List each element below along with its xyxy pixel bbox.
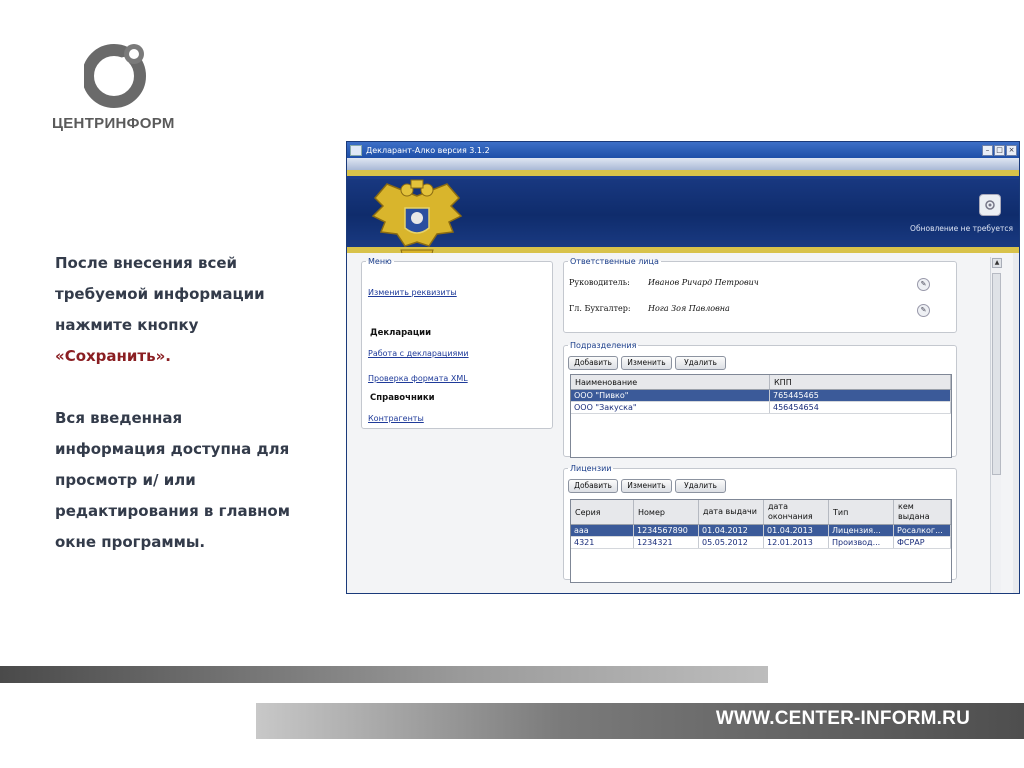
text-line: нажмите кнопку <box>55 316 199 334</box>
add-subdivision-button[interactable]: Добавить <box>568 356 618 370</box>
table-cell: 1234321 <box>634 537 699 549</box>
table-cell: 01.04.2012 <box>699 525 764 537</box>
website-url: WWW.CENTER-INFORM.RU <box>715 708 970 729</box>
table-cell: ааа <box>571 525 634 537</box>
window-title: Декларант-Алко версия 3.1.2 <box>366 145 490 155</box>
subdivisions-table[interactable] <box>570 374 952 458</box>
update-button[interactable] <box>979 194 1001 216</box>
column-header[interactable]: Наименование <box>571 375 770 390</box>
column-header[interactable]: КПП <box>770 375 951 390</box>
check-xml-format-link[interactable]: Проверка формата XML <box>368 374 468 383</box>
edit-subdivision-button[interactable]: Изменить <box>621 356 672 370</box>
column-header[interactable]: дата выдачи <box>699 500 764 525</box>
table-cell: 765445465 <box>770 390 951 402</box>
text-line: После внесения всей <box>55 254 238 272</box>
title-bar <box>347 142 1019 158</box>
table-cell: Производ... <box>829 537 894 549</box>
table-cell: ФСРАР <box>894 537 951 549</box>
column-header[interactable]: дата окончания <box>764 500 829 525</box>
licenses-legend: Лицензии <box>570 464 612 473</box>
scroll-thumb[interactable] <box>992 273 1001 475</box>
responsible-persons-panel <box>563 257 957 333</box>
text-line: окне программы. <box>55 533 206 551</box>
app-banner <box>347 158 1019 253</box>
subdivisions-panel <box>563 341 957 457</box>
table-cell: Лицензия... <box>829 525 894 537</box>
director-label: Руководитель: <box>569 278 630 287</box>
table-row[interactable] <box>571 390 951 402</box>
app-window <box>346 141 1020 594</box>
table-cell: 4321 <box>571 537 634 549</box>
column-header[interactable]: Номер <box>634 500 699 525</box>
logo-text: ЦЕНТРИНФОРМ <box>52 115 175 132</box>
vertical-scrollbar[interactable] <box>990 257 1001 593</box>
centrinform-logo-icon <box>84 40 148 108</box>
accountant-name: Нога Зоя Павловна <box>648 304 730 313</box>
licenses-panel <box>563 464 957 580</box>
director-name: Иванов Ричард Петрович <box>648 278 759 287</box>
slide-description <box>55 248 335 558</box>
update-status: Обновление не требуется <box>910 224 1013 233</box>
column-header[interactable]: Серия <box>571 500 634 525</box>
delete-subdivision-button[interactable]: Удалить <box>675 356 726 370</box>
text-line: Вся введенная <box>55 409 183 427</box>
text-line: просмотр и/ или <box>55 471 196 489</box>
minimize-icon[interactable]: – <box>982 145 993 156</box>
table-cell: 01.04.2013 <box>764 525 829 537</box>
close-icon[interactable]: × <box>1006 145 1017 156</box>
table-row[interactable] <box>571 525 951 537</box>
accountant-label: Гл. Бухгалтер: <box>569 304 631 313</box>
app-icon <box>350 145 362 156</box>
table-cell: 12.01.2013 <box>764 537 829 549</box>
edit-director-icon[interactable]: ✎ <box>917 278 930 291</box>
change-details-link[interactable]: Изменить реквизиты <box>368 288 457 297</box>
table-row[interactable] <box>571 402 951 414</box>
maximize-icon[interactable]: □ <box>994 145 1005 156</box>
responsible-legend: Ответственные лица <box>570 257 659 266</box>
menu-legend: Меню <box>368 257 392 266</box>
refresh-icon <box>984 199 996 211</box>
declarations-header: Декларации <box>370 328 432 338</box>
table-cell: 456454654 <box>770 402 951 414</box>
delete-license-button[interactable]: Удалить <box>675 479 726 493</box>
reference-header: Справочники <box>370 393 435 403</box>
scroll-up-icon[interactable]: ▲ <box>992 258 1002 268</box>
counterparties-link[interactable]: Контрагенты <box>368 414 424 423</box>
text-line: информация доступна для <box>55 440 290 458</box>
table-cell: 1234567890 <box>634 525 699 537</box>
table-cell: ООО "Закуска" <box>571 402 770 414</box>
edit-accountant-icon[interactable]: ✎ <box>917 304 930 317</box>
subdivisions-legend: Подразделения <box>570 341 637 350</box>
menu-panel <box>361 257 553 429</box>
text-line: редактирования в главном <box>55 502 290 520</box>
edit-license-button[interactable]: Изменить <box>621 479 672 493</box>
table-cell: Росалког... <box>894 525 951 537</box>
licenses-table[interactable] <box>570 499 952 583</box>
table-cell: 05.05.2012 <box>699 537 764 549</box>
add-license-button[interactable]: Добавить <box>568 479 618 493</box>
text-line: требуемой информации <box>55 285 265 303</box>
column-header[interactable]: Тип <box>829 500 894 525</box>
centrinform-logo <box>52 40 182 135</box>
footer-bar-top <box>0 666 768 683</box>
work-with-declarations-link[interactable]: Работа с декларациями <box>368 349 469 358</box>
main-content <box>347 253 1019 593</box>
save-button-mention: «Сохранить». <box>55 347 171 365</box>
column-header[interactable]: кем выдана <box>894 500 951 525</box>
table-cell: ООО "Пивко" <box>571 390 770 402</box>
table-row[interactable] <box>571 537 951 549</box>
